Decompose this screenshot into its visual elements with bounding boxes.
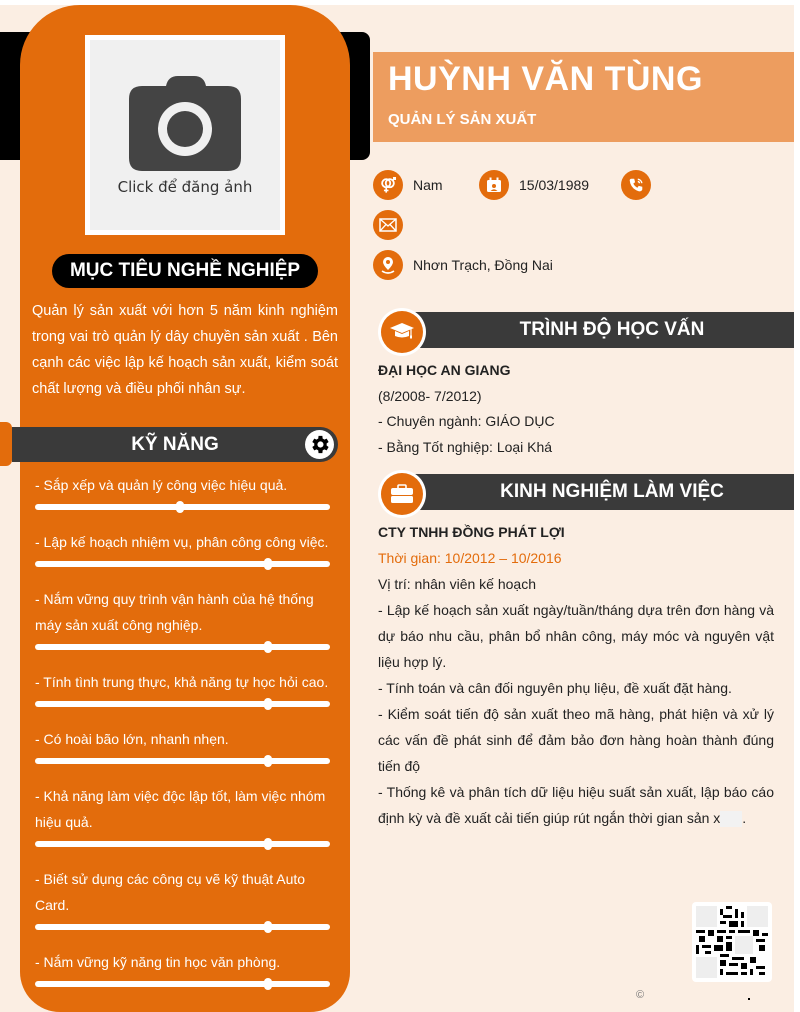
birthday-value: 15/03/1989 <box>519 177 590 193</box>
objective-heading: MỤC TIÊU NGHỀ NGHIỆP <box>52 254 318 288</box>
skill-level-slider[interactable] <box>35 924 330 930</box>
slider-thumb[interactable] <box>264 641 272 653</box>
photo-upload[interactable] <box>85 35 285 235</box>
calendar-icon <box>479 170 509 200</box>
education-degree: - Bằng Tốt nghiệp: Loại Khá <box>378 438 553 455</box>
slider-thumb[interactable] <box>264 838 272 850</box>
gender-value: Nam <box>413 177 443 193</box>
objective-text: Quản lý sản xuất với hơn 5 năm kinh nghiệm trong vai trò quản lý dây chuyền sản xuất . Bên cạnh các việc lập kế hoạch sản xuất, kiểm soát chất lượng và điều phối nhân sự. <box>32 303 338 397</box>
slider-thumb[interactable] <box>264 921 272 933</box>
skill-level-slider[interactable] <box>35 504 330 510</box>
location-icon <box>373 250 403 280</box>
work-duty <box>378 779 774 831</box>
graduation-cap-icon <box>378 308 426 356</box>
skill-label: - Sắp xếp và quản lý công việc hiệu quả. <box>35 477 288 493</box>
photo-upload-label: Click để đăng ảnh <box>117 178 253 196</box>
education-heading-label: TRÌNH ĐỘ HỌC VẤN <box>400 312 794 348</box>
skill-item <box>35 866 330 930</box>
redacted-block <box>720 811 742 827</box>
footer-dot <box>748 998 750 1000</box>
skill-level-slider[interactable] <box>35 841 330 847</box>
work-duty: - Lập kế hoạch sản xuất ngày/tuần/tháng dựa trên đơn hàng và dự báo nhu cầu, phân bổ nhân công, máy móc và nguyên vật liệu hợp lý. <box>378 602 774 670</box>
address-value: Nhơn Trạch, Đồng Nai <box>413 257 553 273</box>
skill-item <box>35 726 330 764</box>
skill-label: - Biết sử dụng các công cụ vẽ kỹ thuật Auto Card. <box>35 871 306 913</box>
company-name: CTY TNHH ĐỒNG PHÁT LỢI <box>378 524 565 540</box>
experience-content <box>378 519 774 831</box>
school-name: ĐẠI HỌC AN GIANG <box>378 362 511 378</box>
job-title: QUẢN LÝ SẢN XUẤT <box>388 111 537 128</box>
skill-label: - Khả năng làm việc độc lập tốt, làm việc nhóm hiệu quả. <box>35 788 326 830</box>
decor-tab-left <box>0 422 12 466</box>
education-content <box>378 358 778 460</box>
slider-thumb[interactable] <box>264 698 272 710</box>
header-band <box>373 52 794 142</box>
education-major: - Chuyên ngành: GIÁO DỤC <box>378 413 555 429</box>
skill-label: - Nắm vững kỹ năng tin học văn phòng. <box>35 954 281 970</box>
skills-heading <box>12 427 338 462</box>
skills-list <box>35 472 330 1006</box>
work-position: Vị trí: nhân viên kế hoạch <box>378 576 536 592</box>
work-duty: - Tính toán và cân đối nguyên phụ liệu, đề xuất đặt hàng. <box>378 680 732 696</box>
slider-thumb[interactable] <box>176 501 184 513</box>
camera-icon <box>128 74 242 172</box>
work-duty-text: - Thống kê và phân tích dữ liệu hiệu suất sản xuất, lập báo cáo định kỳ và đề xuất cải tiến giúp rút ngắn thời gian sản x <box>378 784 774 826</box>
skill-level-slider[interactable] <box>35 701 330 707</box>
skill-item <box>35 529 330 567</box>
experience-heading-label: KINH NGHIỆM LÀM VIỆC <box>400 474 794 510</box>
skill-label: - Nắm vững quy trình vận hành của hệ thống máy sản xuất công nghiệp. <box>35 591 314 633</box>
slider-thumb[interactable] <box>264 755 272 767</box>
skill-item <box>35 783 330 847</box>
skill-level-slider[interactable] <box>35 758 330 764</box>
work-duty: - Kiểm soát tiến độ sản xuất theo mã hàng, phát hiện và xử lý các vấn đề phát sinh để đảm bảo đơn hàng hoàn thành đúng tiến độ <box>378 706 774 774</box>
skill-level-slider[interactable] <box>35 981 330 987</box>
experience-heading <box>378 473 794 511</box>
work-duty-suffix: . <box>742 810 747 826</box>
slider-thumb[interactable] <box>264 558 272 570</box>
phone-icon <box>621 170 651 200</box>
slider-thumb[interactable] <box>264 978 272 990</box>
skill-item <box>35 669 330 707</box>
skill-item <box>35 472 330 510</box>
skill-level-slider[interactable] <box>35 561 330 567</box>
education-period: (8/2008- 7/2012) <box>378 387 482 404</box>
skill-item <box>35 949 330 987</box>
gear-icon <box>305 430 334 459</box>
email-icon <box>373 210 403 240</box>
qr-code <box>692 902 772 982</box>
gender-icon <box>373 170 403 200</box>
skill-label: - Có hoài bão lớn, nhanh nhẹn. <box>35 731 229 747</box>
skill-label: - Tính tình trung thực, khả năng tự học hỏi cao. <box>35 674 329 690</box>
skills-heading-label: KỸ NĂNG <box>131 433 219 455</box>
skill-label: - Lập kế hoạch nhiệm vụ, phân công công việc. <box>35 534 329 550</box>
copyright-symbol: © <box>636 989 645 1001</box>
candidate-name: HUỲNH VĂN TÙNG <box>388 60 703 98</box>
skill-item <box>35 586 330 650</box>
skill-level-slider[interactable] <box>35 644 330 650</box>
work-period: Thời gian: 10/2012 – 10/2016 <box>378 550 562 566</box>
briefcase-icon <box>378 470 426 518</box>
education-heading <box>378 311 794 349</box>
